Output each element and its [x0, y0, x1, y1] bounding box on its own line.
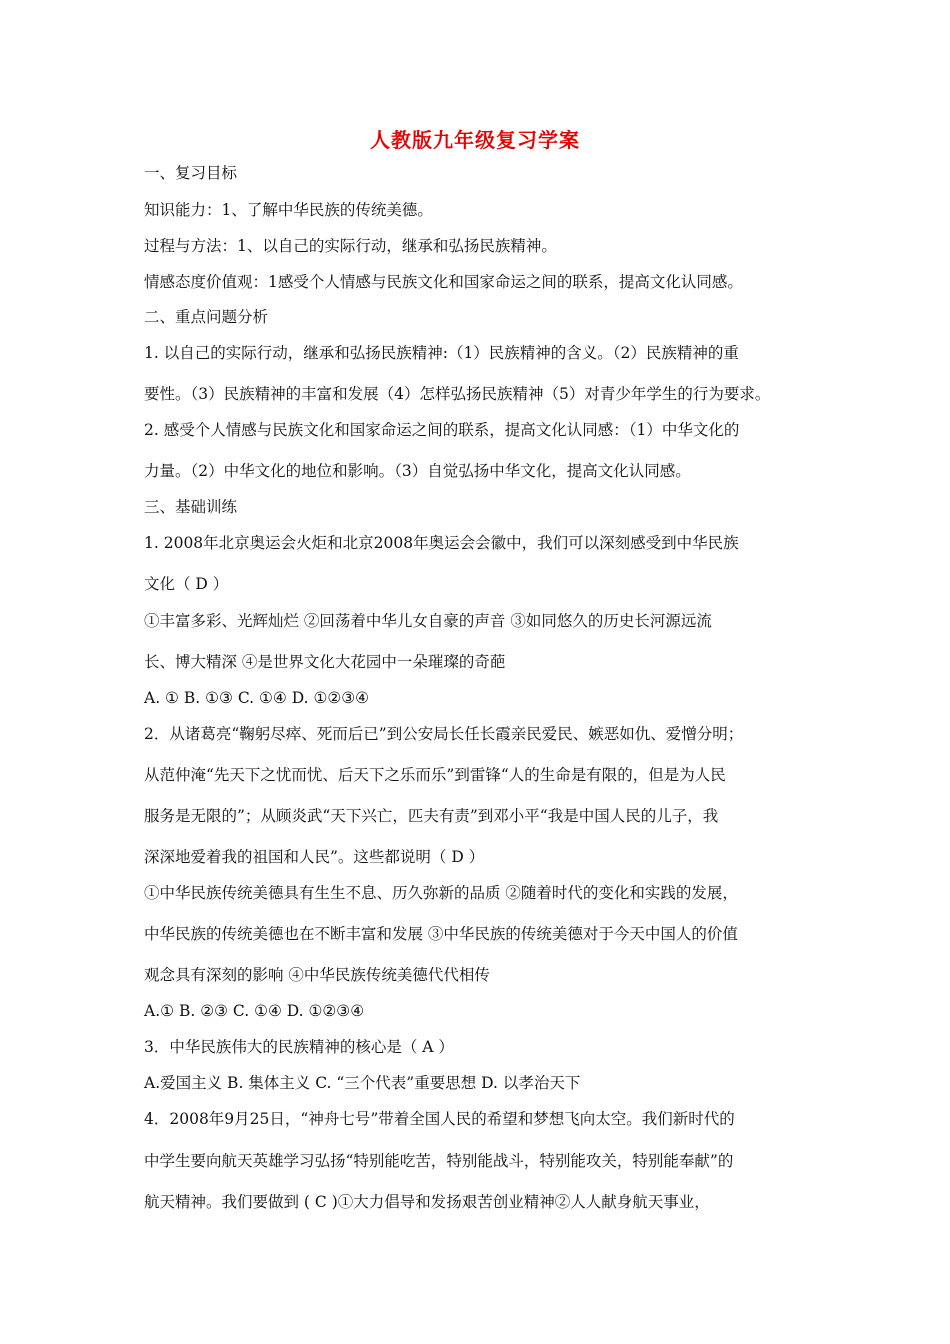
- question-line: ①丰富多彩、光辉灿烂 ②回荡着中华儿女自豪的声音 ③如同悠久的历史长河源远流: [144, 612, 712, 630]
- question-line: 中华民族的传统美德也在不断丰富和发展 ③中华民族的传统美德对于今天中国人的价值: [144, 925, 738, 943]
- question-line: 2．从诸葛亮“鞠躬尽瘁、死而后已”到公安局长任长霞亲民爱民、嫉恶如仇、爱憎分明；: [144, 725, 744, 743]
- text-line: 知识能力：1、了解中华民族的传统美德。: [144, 201, 433, 219]
- question-line: 中学生要向航天英雄学习弘扬“特别能吃苦，特别能战斗，特别能攻关，特别能奉献”的: [144, 1152, 734, 1170]
- question-line: 3．中华民族伟大的民族精神的核心是（ A ）: [144, 1038, 454, 1056]
- text-line: 1. 以自己的实际行动，继承和弘扬民族精神:（1）民族精神的含义。（2）民族精神的重: [144, 344, 739, 362]
- question-line: 服务是无限的”；从顾炎武“天下兴亡，匹夫有责”到邓小平“我是中国人民的儿子，我: [144, 807, 719, 825]
- question-line: 航天精神。我们要做到 ( C )①大力倡导和发扬艰苦创业精神②人人献身航天事业，: [144, 1193, 710, 1211]
- answer-options: A. ① B. ①③ C. ①④ D. ①②③④: [144, 689, 370, 707]
- question-line: 长、博大精深 ④是世界文化大花园中一朵璀璨的奇葩: [144, 653, 506, 671]
- text-line: 2. 感受个人情感与民族文化和国家命运之间的联系，提高文化认同感：（1）中华文化的: [144, 421, 740, 439]
- question-line: 深深地爱着我的祖国和人民”。这些都说明（ D ）: [144, 848, 485, 866]
- section-heading: 三、基础训练: [144, 498, 238, 516]
- question-line: 从范仲淹“先天下之忧而忧、后天下之乐而乐”到雷锋“人的生命是有限的，但是为人民: [144, 766, 726, 784]
- text-line: 要性。（3）民族精神的丰富和发展（4）怎样弘扬民族精神（5）对青少年学生的行为要求。: [144, 385, 771, 403]
- answer-options: A.① B. ②③ C. ①④ D. ①②③④: [144, 1002, 365, 1020]
- text-line: 力量。（2）中华文化的地位和影响。（3）自觉弘扬中华文化，提高文化认同感。: [144, 462, 691, 480]
- section-heading: 二、重点问题分析: [144, 308, 269, 326]
- question-line: ①中华民族传统美德具有生生不息、历久弥新的品质 ②随着时代的变化和实践的发展，: [144, 884, 738, 902]
- text-line: 过程与方法：1、以自己的实际行动，继承和弘扬民族精神。: [144, 237, 557, 255]
- question-line: 观念具有深刻的影响 ④中华民族传统美德代代相传: [144, 966, 490, 984]
- question-line: 1. 2008年北京奥运会火炬和北京2008年奥运会会徽中，我们可以深刻感受到中华民族: [144, 534, 739, 552]
- text-line: 情感态度价值观：1感受个人情感与民族文化和国家命运之间的联系，提高文化认同感。: [144, 273, 743, 291]
- answer-options: A.爱国主义 B. 集体主义 C. “三个代表”重要思想 D. 以孝治天下: [144, 1074, 581, 1092]
- question-line: 4．2008年9月25日，“神舟七号”带着全国人民的希望和梦想飞向太空。我们新时代的: [144, 1110, 735, 1128]
- section-heading: 一、复习目标: [144, 164, 238, 182]
- question-line: 文化（ D ）: [144, 575, 229, 593]
- document-title: 人教版九年级复习学案: [370, 128, 580, 152]
